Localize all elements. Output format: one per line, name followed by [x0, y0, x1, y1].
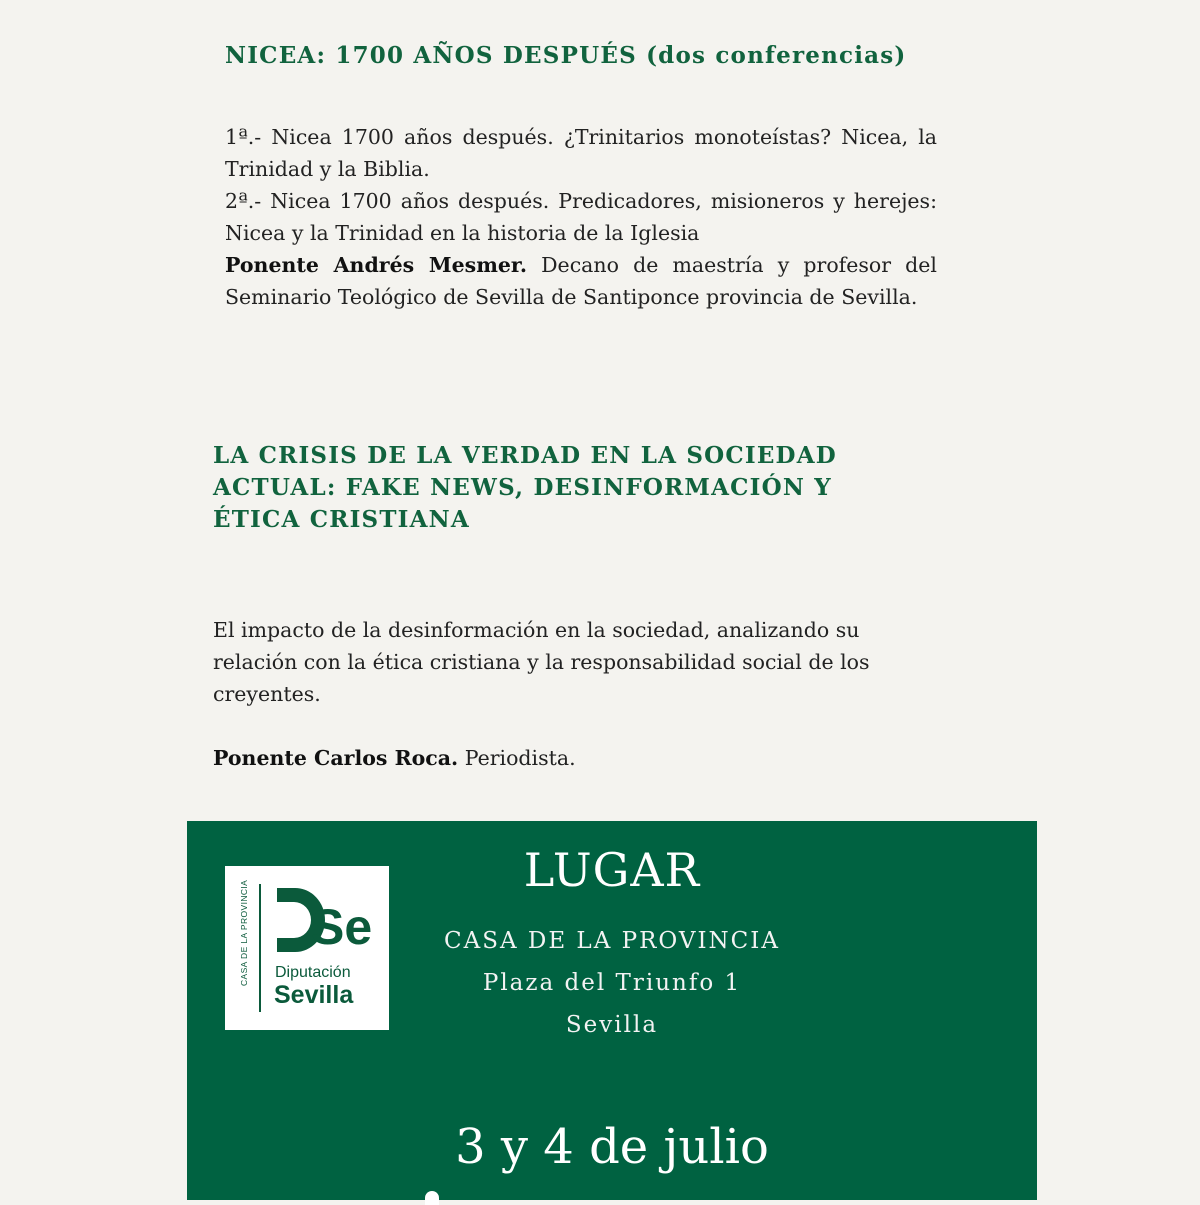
section2-title: LA CRISIS DE LA VERDAD EN LA SOCIEDAD ACTUAL: FAKE NEWS, DESINFORMACIÓN Y ÉTICA CRISTIANA — [213, 442, 837, 533]
speaker2-desc: Periodista. — [458, 746, 576, 770]
speaker2-paragraph — [213, 742, 933, 774]
svg-text:Se: Se — [311, 899, 373, 955]
talk2-text: 2ª.- Nicea 1700 años después. Predicadores, misioneros y herejes: Nicea y la Trinidad en la historia de la Iglesia — [225, 189, 937, 245]
venue-name: CASA DE LA PROVINCIA — [444, 928, 780, 954]
speaker1-name: Ponente Andrés Mesmer. — [225, 253, 527, 277]
speaker2-name: Ponente Carlos Roca. — [213, 746, 459, 770]
venue-panel — [187, 821, 1037, 1200]
logo-vertical-text: CASA DE LA PROVINCIA — [239, 879, 249, 986]
diputacion-logo — [225, 866, 389, 1030]
section2-description: El impacto de la desinformación en la sociedad, analizando su relación con la ética cristiana y la responsabilidad social de los creyentes. — [213, 618, 870, 706]
section1-body — [225, 121, 937, 313]
cropped-glyph — [425, 1191, 439, 1205]
talk1-text: 1ª.- Nicea 1700 años después. ¿Trinitarios monoteístas? Nicea, la Trinidad y la Biblia. — [225, 125, 937, 181]
event-dates: 3 y 4 de julio — [455, 1119, 769, 1175]
venue-address: Plaza del Triunfo 1 — [482, 970, 742, 996]
speaker1-desc: Decano de maestría y profesor del Seminario Teológico de Sevilla de Santiponce provincia de Sevilla. — [225, 253, 937, 309]
dse-logo-icon — [273, 884, 373, 964]
logo-divider — [259, 884, 261, 1012]
section1-title: NICEA: 1700 AÑOS DESPUÉS (dos conferencias) — [225, 42, 907, 69]
venue-label: LUGAR — [523, 843, 701, 897]
speaker1-paragraph — [225, 249, 937, 313]
logo-city: Sevilla — [274, 981, 354, 1009]
venue-city: Sevilla — [565, 1012, 659, 1038]
logo-org: Diputación — [275, 964, 351, 981]
